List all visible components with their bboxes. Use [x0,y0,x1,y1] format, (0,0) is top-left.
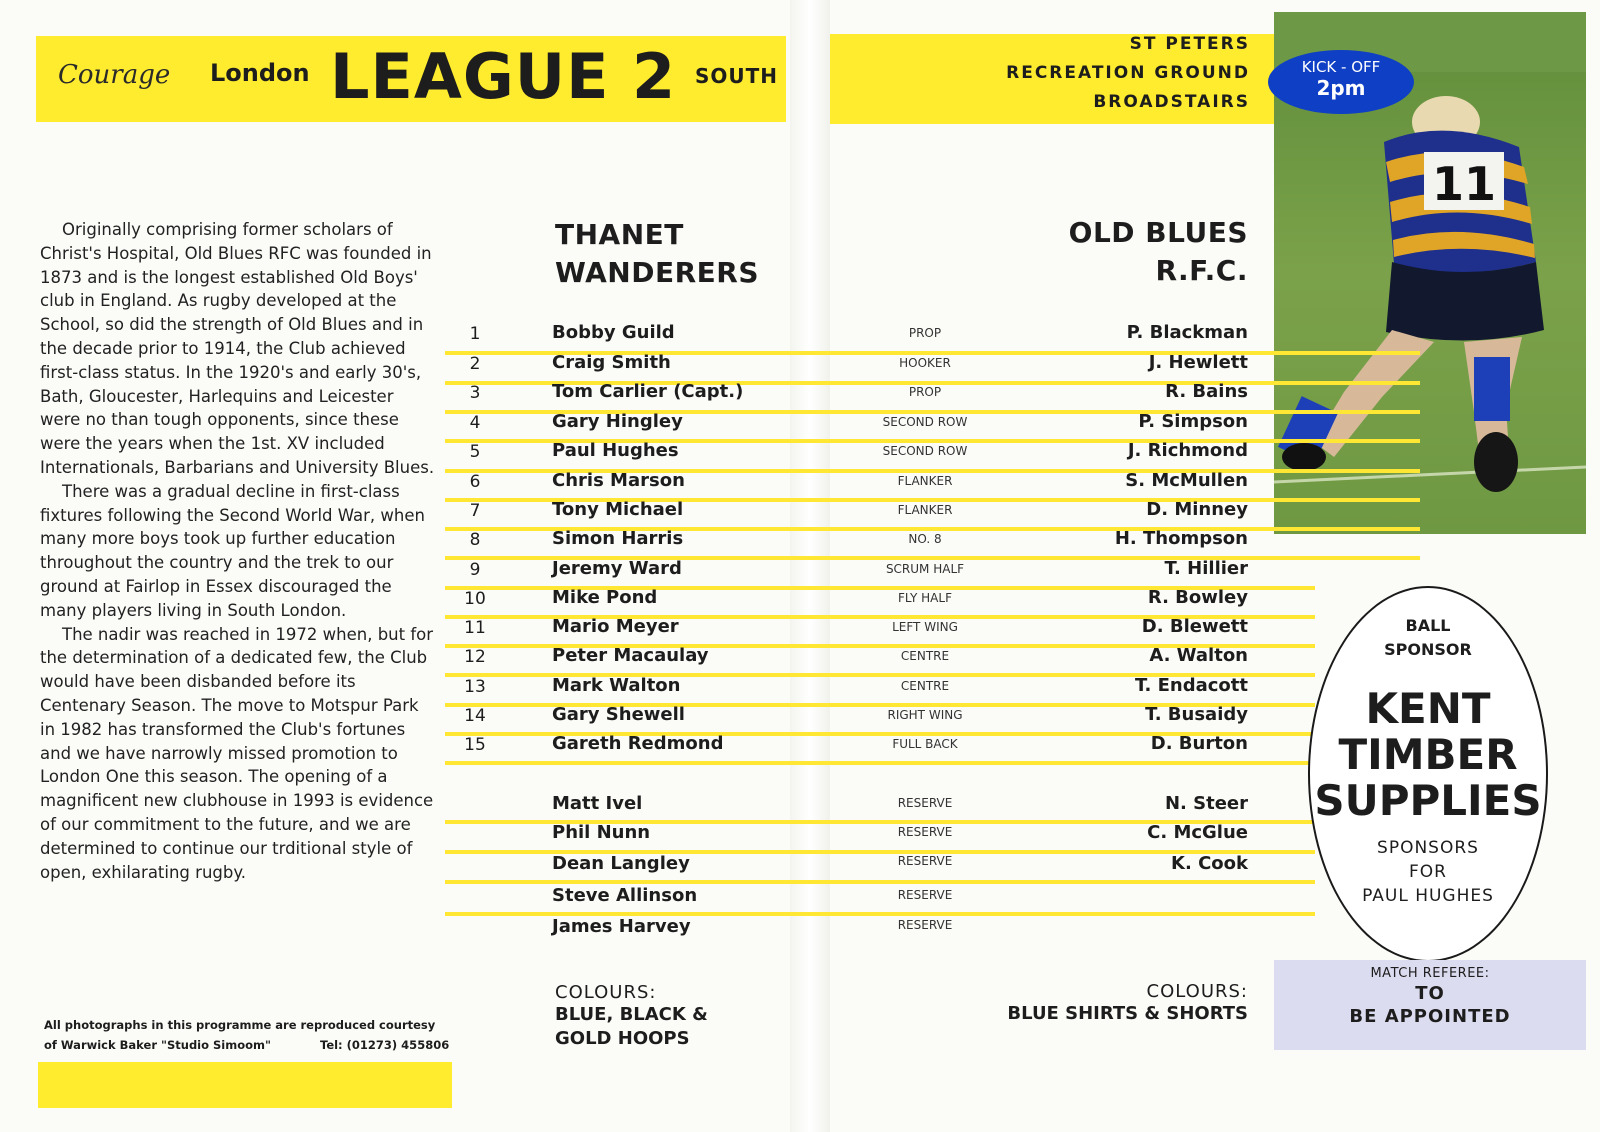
away-player: J. Richmond [1127,440,1248,461]
shirt-number-cell: 3 [469,383,481,403]
home-team-line-2: WANDERERS [555,256,760,289]
home-player: Bobby Guild [552,322,675,343]
league-title: LEAGUE 2 [330,40,677,113]
shirt-number-cell: 7 [469,501,481,521]
home-player: Mario Meyer [552,616,679,637]
position: RESERVE [897,796,953,810]
sponsor-sub-3: PAUL HUGHES [1362,886,1494,906]
shirt-number-cell: 10 [464,589,486,609]
sponsor-name [1310,686,1546,824]
home-player: Paul Hughes [552,440,679,461]
shirt-number-cell: 11 [464,618,486,638]
sponsor-sub-2: FOR [1409,862,1447,882]
away-player: P. Simpson [1138,411,1248,432]
away-player: P. Blackman [1126,322,1248,343]
position: FLANKER [897,474,953,488]
away-reserve: K. Cook [1171,853,1248,874]
position: RIGHT WING [887,708,963,722]
photo-credit-phone: Tel: (01273) 455806 [320,1038,450,1052]
away-player: R. Bains [1165,381,1248,402]
home-reserve: Steve Allinson [552,885,698,906]
page-spine [790,0,830,1132]
ball-sponsor-badge [1308,586,1548,962]
away-colours-label: COLOURS: [1146,981,1248,1002]
shirt-number-cell: 15 [464,735,486,755]
away-player: H. Thompson [1114,528,1248,549]
home-colours-line-1: BLUE, BLACK & [555,1004,708,1025]
home-player: Mark Walton [552,675,681,696]
position: PROP [908,326,942,340]
sponsor-name-line-2: TIMBER [1338,730,1518,779]
ball-sponsor-title-1: BALL [1405,616,1451,635]
venue-line-2: RECREATION GROUND [1006,63,1250,83]
sponsor-logo-text: Courage [58,60,171,90]
home-player: Gary Shewell [552,704,685,725]
shirt-number-cell: 4 [469,413,481,433]
referee-line-1: TO [1415,983,1445,1004]
home-reserve: Phil Nunn [552,822,651,843]
away-team-line-2: R.F.C. [1155,254,1248,287]
club-history [40,218,435,884]
history-paragraph: The nadir was reached in 1972 when, but for the determination of a dedicated few, the Club would have been disbanded before its Centenary Season. The move to Motspur Park in 1982 has transformed the Club's fortunes and we have narrowly missed promotion to London One this season. The opening of a magnificent new clubhouse in 1993 is evidence of our commitment to the future, and we are determined to continue our trditional style of open, exhilarating rugby. [40,624,434,882]
home-reserve: Dean Langley [552,853,690,874]
position: RESERVE [897,854,953,868]
kickoff-badge [1268,50,1414,114]
shirt-number-cell: 2 [469,354,481,374]
home-reserve: Matt Ivel [552,793,643,814]
shirt-number-cell: 13 [464,677,486,697]
shirt-number-cell: 8 [469,530,481,550]
venue-line-1: ST PETERS [1129,34,1250,54]
away-colours-value: BLUE SHIRTS & SHORTS [1007,1003,1248,1024]
home-player: Peter Macaulay [552,645,709,666]
sponsor-name-line-3: SUPPLIES [1314,776,1542,825]
home-team-line-1: THANET [555,218,684,251]
position: HOOKER [899,356,951,370]
position: NO. 8 [908,532,942,546]
away-player: D. Minney [1146,499,1248,520]
shirt-number: 11 [1431,157,1497,211]
away-player: D. Burton [1150,733,1248,754]
referee-line-2: BE APPOINTED [1349,1006,1511,1027]
home-player: Chris Marson [552,470,685,491]
away-player: D. Blewett [1141,616,1248,637]
home-team-name [555,216,759,292]
away-colours [1007,981,1248,1026]
away-player: A. Walton [1149,645,1248,666]
position: RESERVE [897,888,953,902]
home-player: Jeremy Ward [552,558,682,579]
kickoff-label: KICK - OFF [1301,58,1381,76]
home-player: Gareth Redmond [552,733,724,754]
sponsor-name-line-1: KENT [1365,684,1491,733]
position: FLY HALF [898,591,952,605]
position: CENTRE [900,649,950,663]
history-paragraph: Originally comprising former scholars of Christ's Hospital, Old Blues RFC was founded in 1873 and is the longest established Old Boys' club in England. As rugby developed at the School, so did the strength of Old Blues and in the decade prior to 1914, the Club achieved first-class status. In the 1920's and early 30's, Bath, Gloucester, Harlequins and Leicester were no than tough opponents, since these were the years when the 1st. XV included Internationals, Barbarians and University Blues. [40,220,435,477]
away-reserve: C. McGlue [1147,822,1248,843]
away-team-name [1069,214,1248,290]
home-player: Gary Hingley [552,411,683,432]
position: FLANKER [897,503,953,517]
shirt-number-cell: 1 [469,324,481,344]
home-reserve: James Harvey [552,916,691,937]
position: SCRUM HALF [885,562,965,576]
photo-credit-line-1: All photographs in this programme are reproduced courtesy [44,1018,436,1032]
history-paragraph: There was a gradual decline in first-class fixtures following the Second World War, when many more boys took up further education throughout the country and the trek to our ground at Fairlop in Essex discouraged the many players living in South London. [40,481,425,620]
position: CENTRE [900,679,950,693]
away-player: S. McMullen [1125,470,1248,491]
away-player: T. Hillier [1164,558,1248,579]
position: LEFT WING [892,620,958,634]
photo-credit-line-2: of Warwick Baker "Studio Simoom" [44,1038,272,1052]
shirt-number-cell: 5 [469,442,481,462]
home-colours-label: COLOURS: [555,982,657,1003]
sponsor-sub-1: SPONSORS [1377,838,1479,858]
division-label: SOUTH [695,64,779,88]
shirt-number-cell: 14 [464,706,486,726]
position: SECOND ROW [882,415,968,429]
position: FULL BACK [892,737,958,751]
position: SECOND ROW [882,444,968,458]
home-colours-line-2: GOLD HOOPS [555,1028,690,1049]
ball-sponsor-title-2: SPONSOR [1384,640,1472,659]
shirt-number-cell: 6 [469,472,481,492]
referee-label: MATCH REFEREE: [1370,966,1490,981]
match-referee-box [1274,960,1586,1050]
home-player: Tom Carlier (Capt.) [552,381,744,402]
home-player: Tony Michael [552,499,684,520]
position: RESERVE [897,825,953,839]
home-player: Craig Smith [552,352,671,373]
home-player: Mike Pond [552,587,658,608]
shirt-number-cell: 9 [469,560,481,580]
venue-line-3: BROADSTAIRS [1093,92,1250,112]
away-team-line-1: OLD BLUES [1068,216,1248,249]
away-player: R. Bowley [1147,587,1248,608]
home-colours [555,982,708,1051]
away-player: T. Busaidy [1145,704,1248,725]
footer-bar [38,1062,452,1108]
home-player: Simon Harris [552,528,684,549]
kickoff-time: 2pm [1316,76,1366,100]
shirt-number-cell: 12 [464,647,486,667]
position: RESERVE [897,918,953,932]
region-label: London [210,59,310,87]
away-reserve: N. Steer [1164,793,1248,814]
away-player: T. Endacott [1134,675,1248,696]
position: PROP [908,385,942,399]
away-player: J. Hewlett [1148,352,1248,373]
